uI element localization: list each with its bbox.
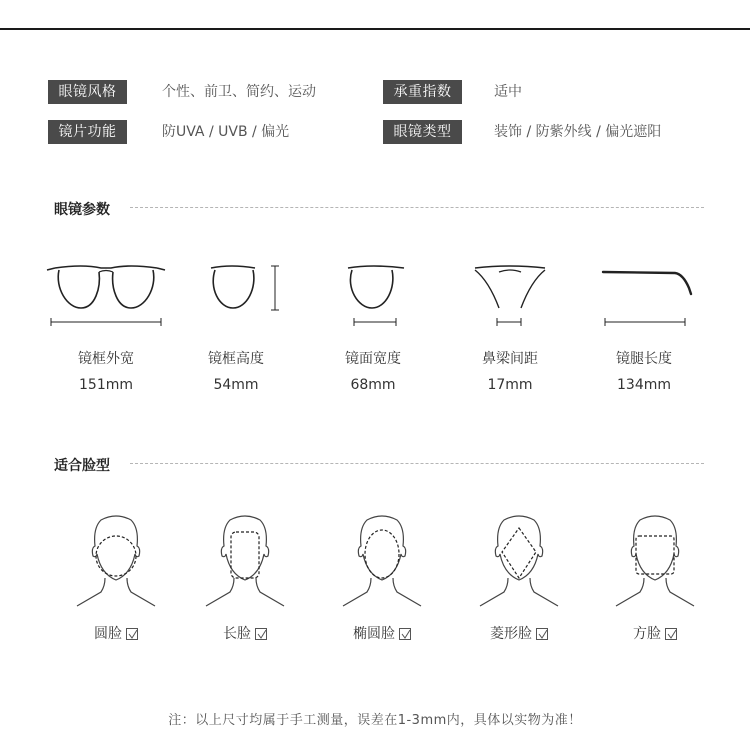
face-caption-square	[585, 623, 725, 643]
spec-row-2	[0, 120, 750, 144]
spec-value-type: 装饰 / 防紫外线 / 偏光遮阳	[494, 124, 662, 140]
top-rule	[0, 28, 750, 30]
round-face-icon	[71, 512, 161, 612]
params-section-divider	[130, 207, 704, 208]
checkbox-checked-icon	[126, 628, 138, 640]
face-label: 菱形脸	[490, 626, 532, 642]
param-label: 镜框高度	[208, 351, 264, 367]
spec-row-1	[0, 80, 750, 104]
spec-label-lens: 镜片功能	[48, 120, 127, 144]
param-frame-width	[36, 258, 176, 408]
param-temple-length	[574, 258, 714, 408]
face-label: 方脸	[633, 626, 661, 642]
param-value: 17mm	[487, 377, 533, 393]
face-caption-diamond	[449, 623, 589, 643]
temple-length-icon	[579, 258, 709, 338]
frame-width-icon	[41, 258, 171, 338]
param-label: 镜腿长度	[616, 351, 672, 367]
checkbox-checked-icon	[665, 628, 677, 640]
long-face-icon	[200, 512, 290, 612]
param-label: 镜框外宽	[78, 351, 134, 367]
param-frame-height	[166, 258, 306, 408]
frame-height-icon	[171, 258, 301, 338]
param-lens-width	[303, 258, 443, 408]
checkbox-checked-icon	[399, 628, 411, 640]
square-face-icon	[610, 512, 700, 612]
face-label: 椭圆脸	[353, 626, 395, 642]
lens-width-icon	[308, 258, 438, 338]
spec-value-weight: 适中	[494, 84, 522, 100]
diamond-face-icon	[474, 512, 564, 612]
face-label: 圆脸	[94, 626, 122, 642]
face-label: 长脸	[223, 626, 251, 642]
face-caption-oval	[312, 623, 452, 643]
spec-label-type: 眼镜类型	[383, 120, 462, 144]
faces-section-title: 适合脸型	[54, 458, 110, 474]
face-caption-round	[46, 623, 186, 643]
face-caption-long	[175, 623, 315, 643]
params-section-title: 眼镜参数	[54, 202, 110, 218]
faces-section-divider	[130, 463, 704, 464]
param-value: 68mm	[350, 377, 396, 393]
spec-label-style: 眼镜风格	[48, 80, 127, 104]
oval-face-icon	[337, 512, 427, 612]
footnote: 注：以上尺寸均属于手工测量，误差在1-3mm内，具体以实物为准！	[168, 713, 582, 728]
param-value: 54mm	[213, 377, 259, 393]
bridge-width-icon	[445, 258, 575, 338]
param-value: 151mm	[79, 377, 133, 393]
param-label: 鼻梁间距	[482, 351, 538, 367]
spec-label-weight: 承重指数	[383, 80, 462, 104]
spec-value-style: 个性、前卫、简约、运动	[162, 84, 316, 100]
spec-value-lens: 防UVA / UVB / 偏光	[162, 124, 290, 140]
param-bridge-width	[440, 258, 580, 408]
checkbox-checked-icon	[536, 628, 548, 640]
checkbox-checked-icon	[255, 628, 267, 640]
param-value: 134mm	[617, 377, 671, 393]
param-label: 镜面宽度	[345, 351, 401, 367]
